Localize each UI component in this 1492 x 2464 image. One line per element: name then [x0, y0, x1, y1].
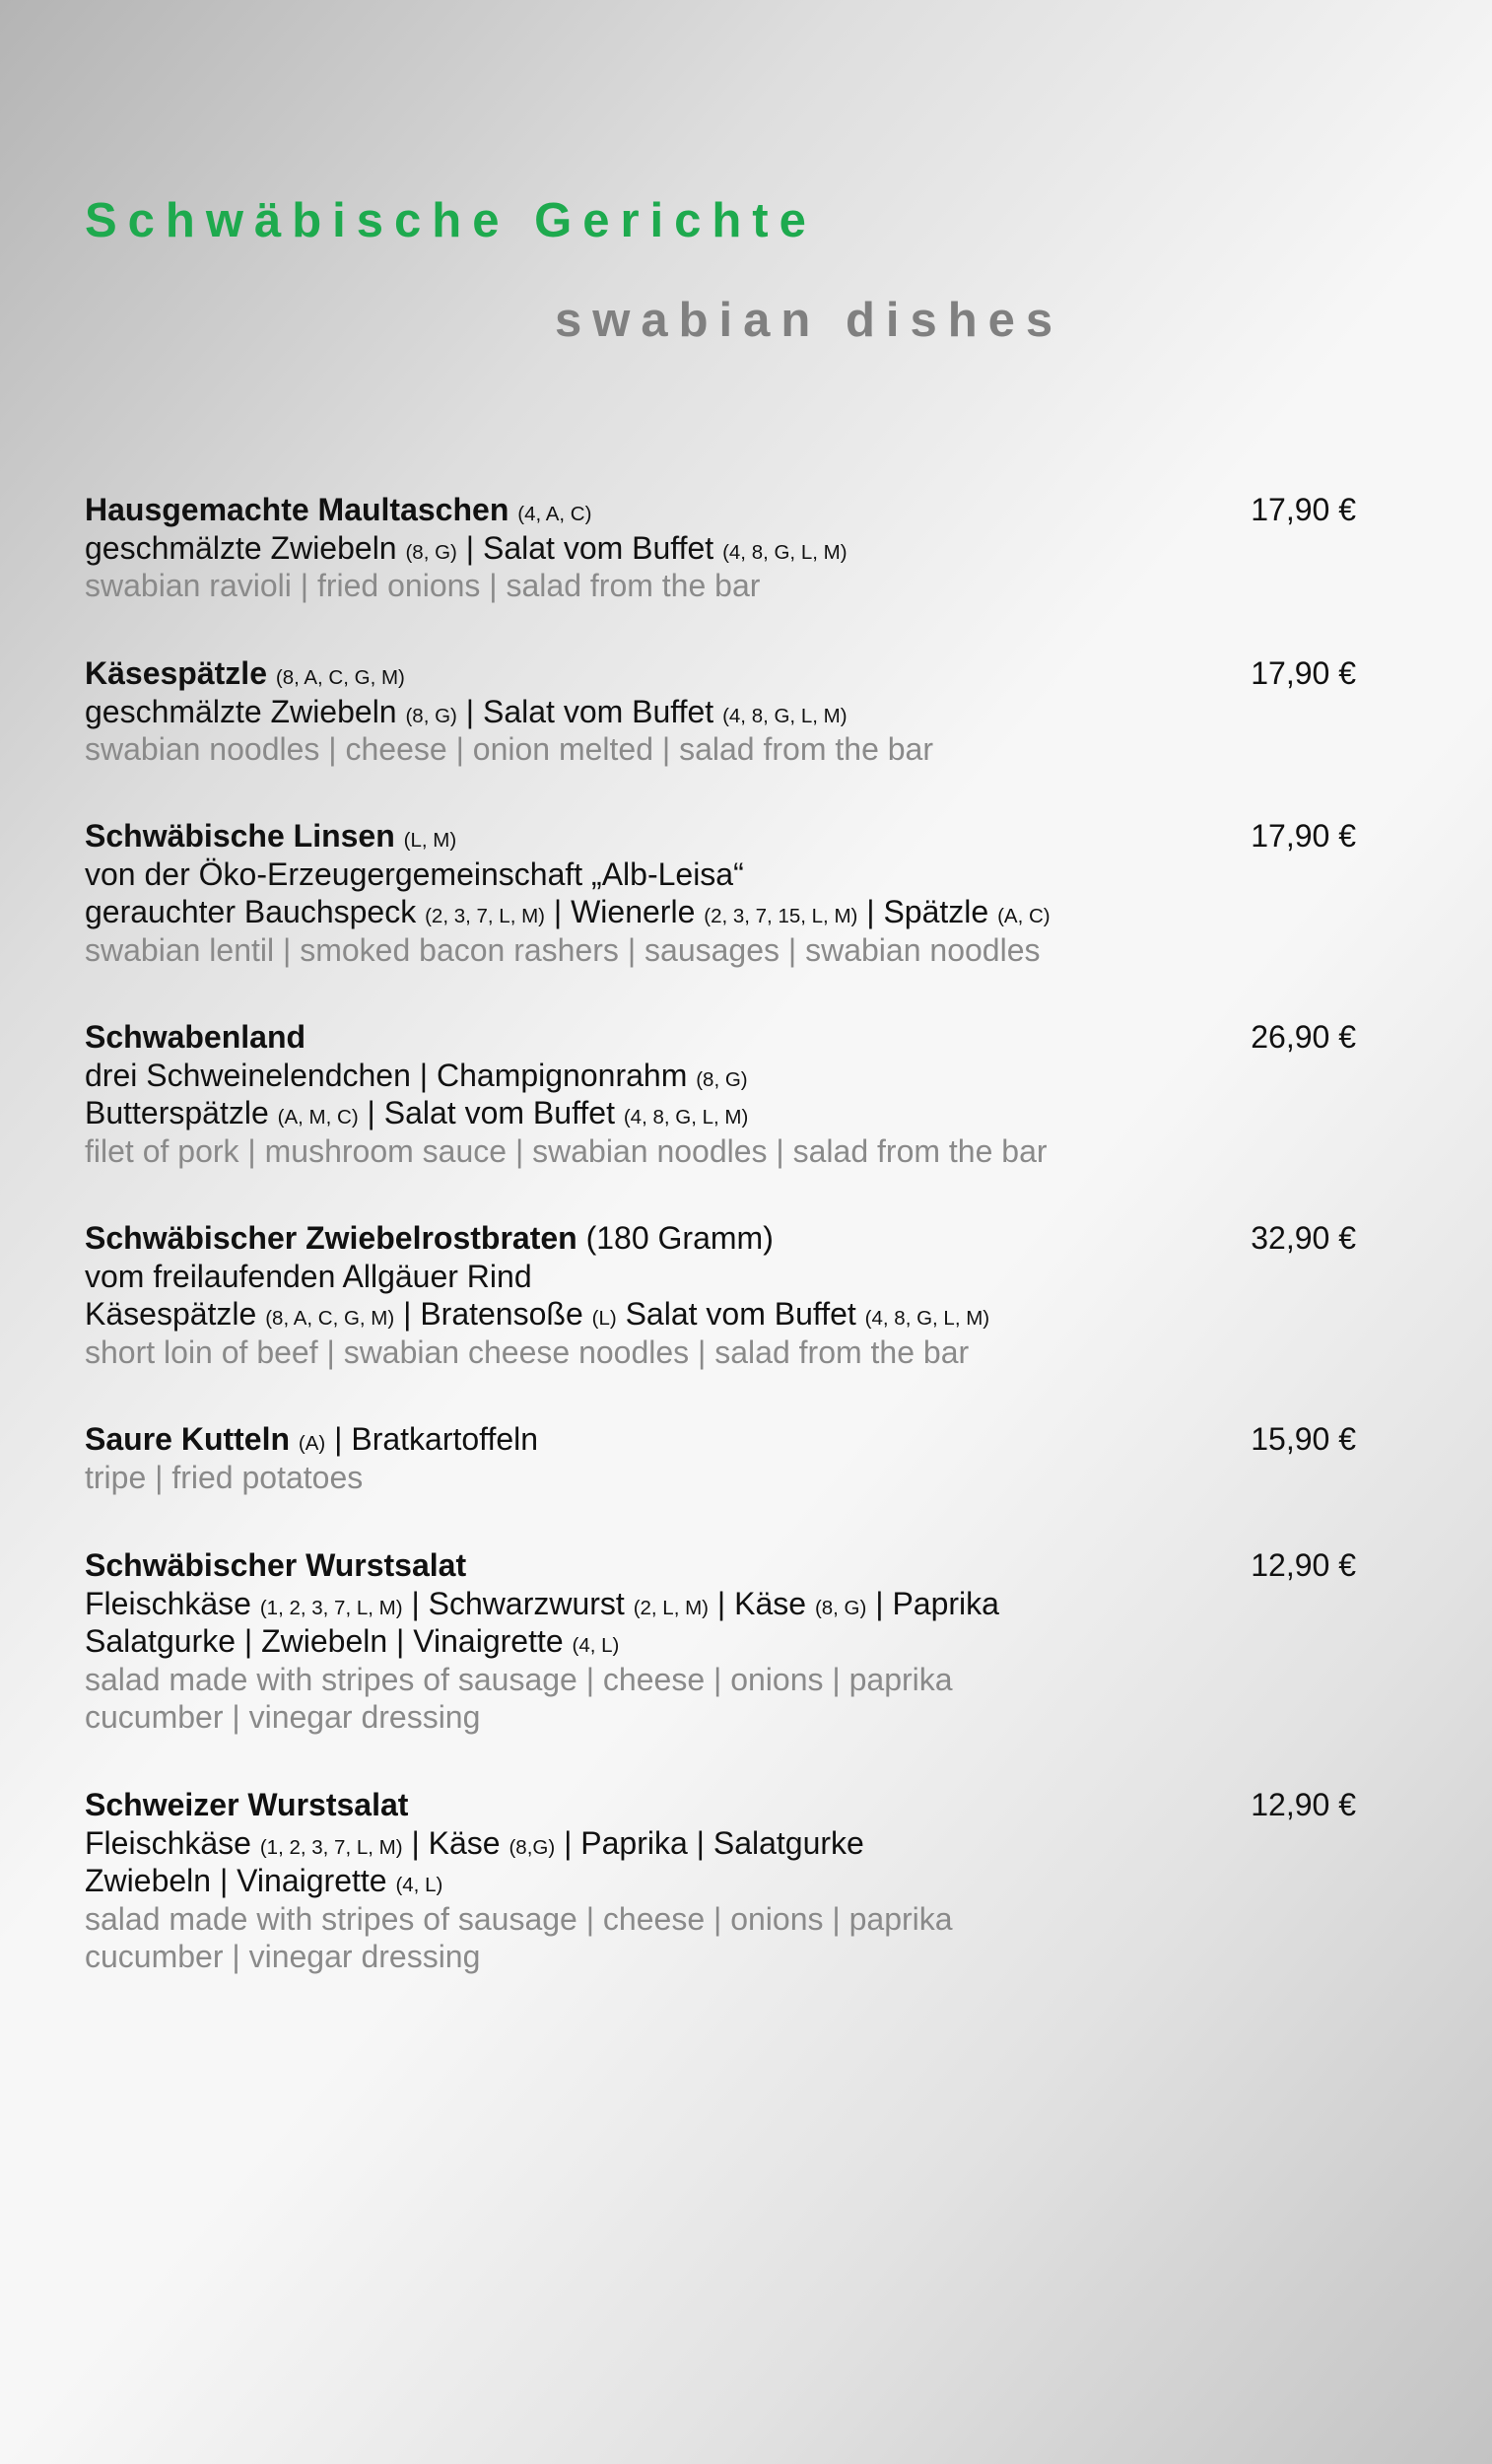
- dish-description-line: [85, 1094, 1356, 1132]
- menu-item: [85, 491, 1356, 605]
- dish-text: Käsespätzle: [85, 1296, 266, 1332]
- dish-price: 32,90 €: [1251, 1220, 1356, 1256]
- dish-text: geschmälzte Zwiebeln: [85, 693, 406, 729]
- allergen-codes: (4, L): [395, 1874, 443, 1896]
- dish-text: | Wienerle: [545, 894, 705, 929]
- allergen-codes: (2, 3, 7, 15, L, M): [704, 905, 858, 927]
- allergen-codes: (4, 8, G, L, M): [722, 540, 848, 564]
- dish-text: [509, 492, 517, 527]
- allergen-codes: (4, A, C): [517, 503, 592, 525]
- allergen-codes: (2, L, M): [633, 1596, 710, 1619]
- allergen-codes: (8, A, C, G, M): [275, 666, 405, 689]
- dish-price: 17,90 €: [1251, 492, 1356, 527]
- dish-translation: cucumber | vinegar dressing: [85, 1699, 481, 1735]
- dish-description-line: [85, 1258, 1356, 1296]
- dish-translation: tripe | fried potatoes: [85, 1459, 364, 1495]
- dish-name: Schwäbische Linsen: [85, 818, 395, 854]
- dish-text: Zwiebeln | Vinaigrette: [85, 1863, 396, 1898]
- dish-text: geschmälzte Zwiebeln: [85, 529, 406, 566]
- menu-item: [85, 1546, 1356, 1737]
- dish-title-line: [85, 1420, 1356, 1459]
- dish-description-line: [85, 529, 1356, 568]
- dish-text: gerauchter Bauchspeck: [85, 894, 426, 929]
- dish-title-line: [85, 491, 1356, 529]
- menu-item: [85, 1786, 1356, 1976]
- dish-translation: swabian lentil | smoked bacon rashers | sausages | swabian noodles: [85, 931, 1041, 968]
- dish-text: Salat vom Buffet: [616, 1296, 865, 1332]
- dish-text: | Salat vom Buffet: [358, 1095, 624, 1130]
- dish-name: Schweizer Wurstsalat: [85, 1787, 409, 1822]
- dish-price: 26,90 €: [1251, 1019, 1356, 1055]
- dish-text: | Bratkartoffeln: [325, 1421, 539, 1457]
- dish-price: 15,90 €: [1251, 1421, 1356, 1457]
- allergen-codes: (8, G): [405, 540, 457, 564]
- dish-text: | Salat vom Buffet: [456, 529, 723, 566]
- dish-text: Salatgurke | Zwiebeln | Vinaigrette: [85, 1623, 573, 1659]
- page-subtitle: swabian dishes: [555, 294, 1064, 347]
- dish-text: [290, 1421, 299, 1457]
- allergen-codes: (A, C): [997, 905, 1051, 927]
- dish-description-line: [85, 893, 1356, 931]
- dish-text: Fleischkäse: [85, 1585, 260, 1621]
- dish-translation: cucumber | vinegar dressing: [85, 1939, 481, 1974]
- dish-text: | Bratensoße: [394, 1296, 592, 1332]
- dish-name: Käsespätzle: [85, 655, 267, 691]
- dish-text: Butterspätzle: [85, 1095, 278, 1130]
- dish-name: Schwabenland: [85, 1019, 306, 1055]
- dish-translation: salad made with stripes of sausage | cheese | onions | paprika: [85, 1661, 953, 1697]
- allergen-codes: (A, M, C): [277, 1106, 359, 1129]
- dish-name: Schwäbischer Zwiebelrostbraten: [85, 1220, 577, 1256]
- menu-item: [85, 1219, 1356, 1371]
- menu-item: [85, 817, 1356, 969]
- menu-item: [85, 1420, 1356, 1496]
- dish-name: Hausgemachte Maultaschen: [85, 492, 509, 527]
- menu-item: [85, 1018, 1356, 1170]
- dish-description-line: [85, 1057, 1356, 1095]
- allergen-codes: (8, G): [814, 1596, 867, 1619]
- dish-title-line: [85, 654, 1356, 693]
- allergen-codes: (8, A, C, G, M): [265, 1307, 395, 1330]
- dish-description-line: [85, 1824, 1356, 1863]
- allergen-codes: (L): [591, 1307, 617, 1330]
- menu-item: [85, 654, 1356, 769]
- dish-text: [267, 655, 276, 691]
- dish-text: vom freilaufenden Allgäuer Rind: [85, 1258, 532, 1294]
- dish-text: | Salat vom Buffet: [456, 693, 723, 729]
- dish-price: 12,90 €: [1251, 1787, 1356, 1822]
- dish-title-line: [85, 817, 1356, 856]
- allergen-codes: (8, G): [696, 1067, 748, 1091]
- dish-text: | Käse: [402, 1824, 509, 1861]
- allergen-codes: (L, M): [403, 829, 457, 852]
- dish-name: Saure Kutteln: [85, 1421, 291, 1457]
- dish-text: [395, 818, 404, 854]
- allergen-codes: (4, 8, G, L, M): [864, 1307, 990, 1330]
- dish-title-line: [85, 1018, 1356, 1057]
- dish-description-line: [85, 693, 1356, 731]
- dish-title-line: [85, 1546, 1356, 1585]
- dish-text: Fleischkäse: [85, 1824, 260, 1861]
- dish-translation: filet of pork | mushroom sauce | swabian noodles | salad from the bar: [85, 1132, 1048, 1169]
- allergen-codes: (1, 2, 3, 7, L, M): [259, 1835, 403, 1859]
- dish-description-line: [85, 1862, 1356, 1900]
- page-title: Schwäbische Gerichte: [85, 194, 817, 247]
- dish-translation: swabian ravioli | fried onions | salad from the bar: [85, 568, 761, 603]
- allergen-codes: (4, 8, G, L, M): [722, 704, 848, 727]
- allergen-codes: (8,G): [509, 1835, 556, 1859]
- dish-translation: short loin of beef | swabian cheese noodles | salad from the bar: [85, 1334, 970, 1370]
- dish-price: 17,90 €: [1251, 818, 1356, 854]
- dish-description-line: [85, 1585, 1356, 1623]
- dish-description-line: [85, 1622, 1356, 1661]
- dish-text: drei Schweinelendchen | Champignonrahm: [85, 1057, 697, 1093]
- dish-translation: swabian noodles | cheese | onion melted | salad from the bar: [85, 731, 933, 767]
- allergen-codes: (4, L): [572, 1634, 620, 1657]
- allergen-codes: (4, 8, G, L, M): [623, 1106, 749, 1129]
- dish-text: von der Öko-Erzeugergemeinschaft „Alb-Leisa“: [85, 856, 744, 892]
- dish-title-line: [85, 1786, 1356, 1824]
- dish-text: (180 Gramm): [576, 1220, 774, 1256]
- dish-name: Schwäbischer Wurstsalat: [85, 1547, 467, 1583]
- dish-text: | Paprika: [866, 1585, 999, 1621]
- dish-text: | Spätzle: [857, 894, 998, 929]
- dish-price: 17,90 €: [1251, 655, 1356, 691]
- allergen-codes: (2, 3, 7, L, M): [425, 905, 545, 927]
- dish-description-line: [85, 1295, 1356, 1334]
- dish-translation: salad made with stripes of sausage | cheese | onions | paprika: [85, 1900, 953, 1937]
- dish-text: | Käse: [709, 1585, 815, 1621]
- dish-text: | Paprika | Salatgurke: [555, 1824, 864, 1861]
- dish-price: 12,90 €: [1251, 1547, 1356, 1583]
- allergen-codes: (1, 2, 3, 7, L, M): [259, 1596, 403, 1619]
- allergen-codes: (A): [298, 1432, 326, 1455]
- dish-description-line: [85, 856, 1356, 894]
- dish-title-line: [85, 1219, 1356, 1258]
- dish-text: | Schwarzwurst: [402, 1585, 634, 1621]
- allergen-codes: (8, G): [405, 704, 457, 727]
